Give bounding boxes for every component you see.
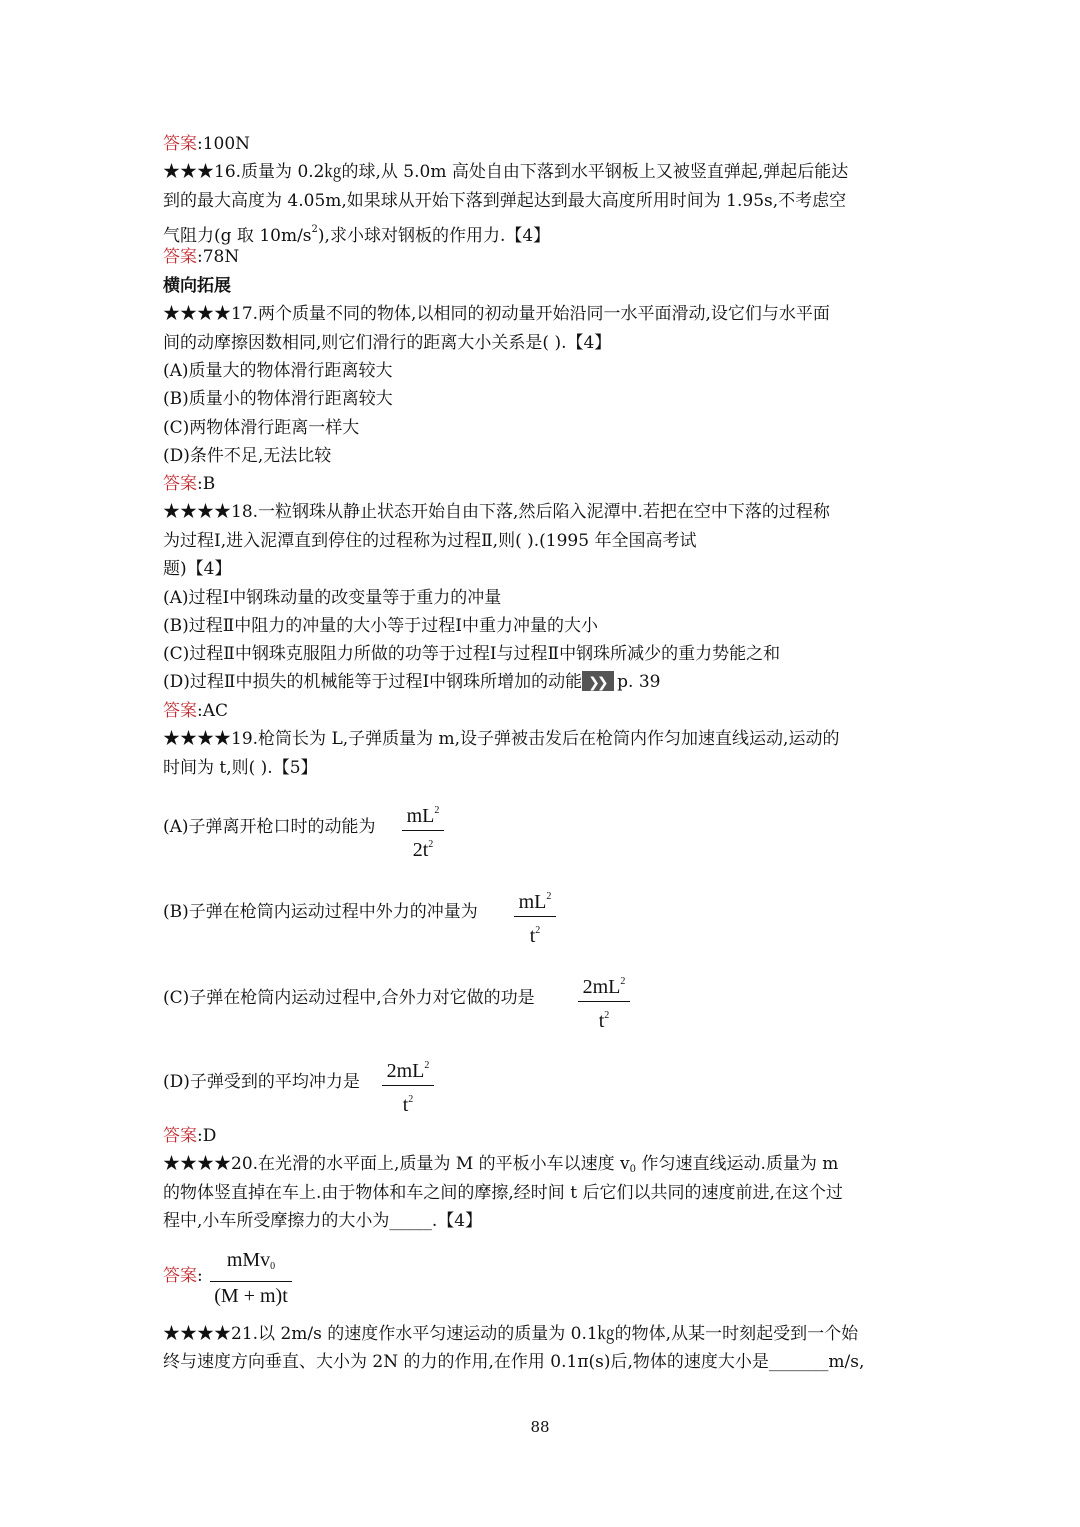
answer-17: 答案:B <box>163 474 216 494</box>
option-17-c: (C)两物体滑行距离一样大 <box>163 418 360 438</box>
question-16-line-3: 气阻力(g 取 $10m/s^2$),求小球对钢板的作用力.【4】 <box>163 224 551 246</box>
question-16-line-2: 到的最大高度为 4.05m,如果球从开始下落到弹起达到最大高度所用时间为 1.95s,不考虑空 <box>163 191 847 211</box>
question-19-line-2: 时间为 t,则( ).【5】 <box>163 758 318 778</box>
option-17-b: (B)质量小的物体滑行距离较大 <box>163 389 393 409</box>
option-18-d: (D)过程Ⅱ中损失的机械能等于过程Ⅰ中钢珠所增加的动能❯❯ p. 39 <box>163 670 661 694</box>
question-18-line-3: 题)【4】 <box>163 559 232 579</box>
question-18-line-1: ★★★★18.一粒钢珠从静止状态开始自由下落,然后陷入泥潭中.若把在空中下落的过程称 <box>163 502 830 522</box>
option-19-c: (C)子弹在枪筒内运动过程中,合外力对它做的功是 <box>163 988 535 1008</box>
answer-16: 答案:78N <box>163 247 240 267</box>
answer-20: 答案: <box>163 1266 203 1286</box>
formula-d: $2mL^2$ $t^2$ <box>382 1054 434 1117</box>
option-19-d: (D)子弹受到的平均冲力是 <box>163 1072 360 1092</box>
question-16-line-1: ★★★16.质量为 0.2㎏的球,从 5.0m 高处自由下落到水平钢板上又被竖直弹起,弹起后能达 <box>163 162 849 182</box>
page-reference[interactable]: p. 39 <box>617 672 661 692</box>
question-17-line-2: 间的动摩擦因数相同,则它们滑行的距离大小关系是( ).【4】 <box>163 333 612 353</box>
formula-a: $mL^2$ $2t^2$ <box>402 799 444 862</box>
question-17-line-1: ★★★★17.两个质量不同的物体,以相同的初动量开始沿同一水平面滑动,设它们与水平面 <box>163 304 830 324</box>
option-18-b: (B)过程Ⅱ中阻力的冲量的大小等于过程Ⅰ中重力冲量的大小 <box>163 616 599 636</box>
option-19-a: (A)子弹离开枪口时的动能为 <box>163 817 376 837</box>
page-link-icon[interactable] <box>582 671 614 691</box>
question-21-line-1: ★★★★21.以 2m/s 的速度作水平匀速运动的质量为 0.1㎏的物体,从某一时刻起受到一个始 <box>163 1324 859 1344</box>
option-18-a: (A)过程Ⅰ中钢珠动量的改变量等于重力的冲量 <box>163 588 502 608</box>
question-20-line-1: ★★★★20.在光滑的水平面上,质量为 M 的平板小车以速度 $v_0$ 作匀速直线运动.质量为 m <box>163 1154 839 1175</box>
formula-answer-20: mMv$_0$ (M + m)t <box>210 1248 292 1308</box>
question-20-line-2: 的物体竖直掉在车上.由于物体和车之间的摩擦,经时间 t 后它们以共同的速度前进,在这个过 <box>163 1183 843 1203</box>
page-number: 88 <box>530 1418 550 1436</box>
option-17-d: (D)条件不足,无法比较 <box>163 446 332 466</box>
answer-line-15: 答案:100N <box>163 134 251 154</box>
question-18-line-2: 为过程Ⅰ,进入泥潭直到停住的过程称为过程Ⅱ,则( ).(1995 年全国高考试 <box>163 531 697 551</box>
answer-19: 答案:D <box>163 1126 217 1146</box>
option-19-b: (B)子弹在枪筒内运动过程中外力的冲量为 <box>163 902 478 922</box>
option-17-a: (A)质量大的物体滑行距离较大 <box>163 361 393 381</box>
answer-18: 答案:AC <box>163 701 229 721</box>
option-18-c: (C)过程Ⅱ中钢珠克服阻力所做的功等于过程Ⅰ与过程Ⅱ中钢珠所减少的重力势能之和 <box>163 644 781 664</box>
formula-c: $2mL^2$ $t^2$ <box>578 970 630 1033</box>
question-20-line-3: 程中,小车所受摩擦力的大小为_____.【4】 <box>163 1211 483 1231</box>
formula-b: $mL^2$ $t^2$ <box>514 885 556 948</box>
section-heading: 横向拓展 <box>163 276 231 296</box>
question-19-line-1: ★★★★19.枪筒长为 L,子弹质量为 m,设子弹被击发后在枪筒内作匀加速直线运动,运动的 <box>163 729 840 749</box>
question-21-line-2: 终与速度方向垂直、大小为 2N 的力的作用,在作用 0.1π(s)后,物体的速度大小是_______m/s, <box>163 1352 865 1372</box>
